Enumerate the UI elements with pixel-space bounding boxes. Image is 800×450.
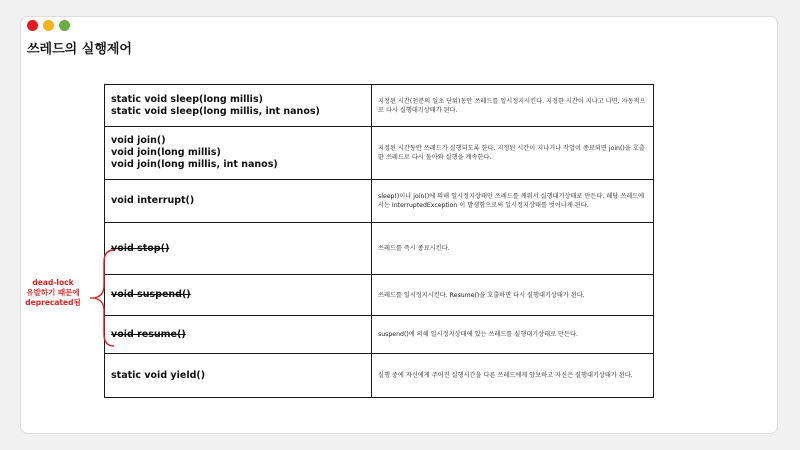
deprecation-note [8, 278, 98, 308]
note-line: dead-lock [32, 278, 74, 287]
method-description: 실행 중에 자신에게 주어진 실행시간을 다른 쓰레드에게 양보하고 자신은 실행대기상태가 된다. [372, 354, 654, 398]
method-signature: void join() [111, 135, 166, 146]
deprecated-method-signature: void suspend() [111, 289, 191, 300]
method-signature-cell [105, 180, 372, 223]
method-signature: static void sleep(long millis, int nanos) [111, 105, 320, 117]
method-signature: static void sleep(long millis) [111, 93, 263, 105]
note-line: 유발하기 때문에 [26, 288, 80, 297]
maximize-dot-icon[interactable] [59, 20, 70, 31]
method-signature-cell [105, 354, 372, 398]
method-signature-cell [105, 275, 372, 316]
note-line: deprecated됨 [25, 298, 81, 307]
minimize-dot-icon[interactable] [43, 20, 54, 31]
method-signature-cell [105, 223, 372, 275]
method-description: 쓰레드를 즉시 종료시킨다. [372, 223, 654, 275]
method-description: sleep()이나 join()에 의해 일시정지상태인 쓰레드를 깨워서 실행대기상태로 만든다. 해당 쓰레드에서는 InterruptedException 이 발생함으로써 일시정지상태를 벗어나게 된다. [372, 180, 654, 223]
table-row [105, 316, 654, 354]
method-description: 지정된 시간동안 쓰레드가 실행되도록 한다. 지정된 시간이 지나거나 작업이 종료되면 join()을 호출한 쓰레드로 다시 돌아와 실행을 계속한다. [372, 127, 654, 180]
deprecated-method-signature: void resume() [111, 328, 186, 340]
table-row [105, 223, 654, 275]
method-signature: static void yield() [111, 369, 206, 381]
method-signature-cell [105, 127, 372, 180]
close-dot-icon[interactable] [27, 20, 38, 31]
method-signature: void join(long millis) [111, 147, 221, 158]
table-row [105, 180, 654, 223]
method-description: suspend()에 의해 일시정지상태에 있는 쓰레드를 실행대기상태로 만든다. [372, 316, 654, 354]
table-row [105, 85, 654, 127]
method-signature: void join(long millis, int nanos) [111, 159, 278, 170]
methods-table [104, 84, 654, 398]
table-row [105, 275, 654, 316]
table-row [105, 127, 654, 180]
method-description: 지정된 시간(천분의 일초 단위)동안 쓰레드를 일시정지시킨다. 지정한 시간이 지나고 나면, 자동적으로 다시 실행대기상태가 된다. [372, 85, 654, 127]
table-row [105, 354, 654, 398]
page-title: 쓰레드의 실행제어 [27, 42, 132, 57]
window-dots [27, 20, 70, 31]
deprecated-method-signature: void stop() [111, 242, 170, 254]
method-signature-cell [105, 316, 372, 354]
method-description: 쓰레드를 일시정지시킨다. Resume()을 호출하면 다시 실행대기상태가 된다. [372, 275, 654, 316]
method-signature: void interrupt() [111, 195, 195, 206]
method-signature-cell [105, 85, 372, 127]
curly-brace-icon [88, 248, 118, 348]
